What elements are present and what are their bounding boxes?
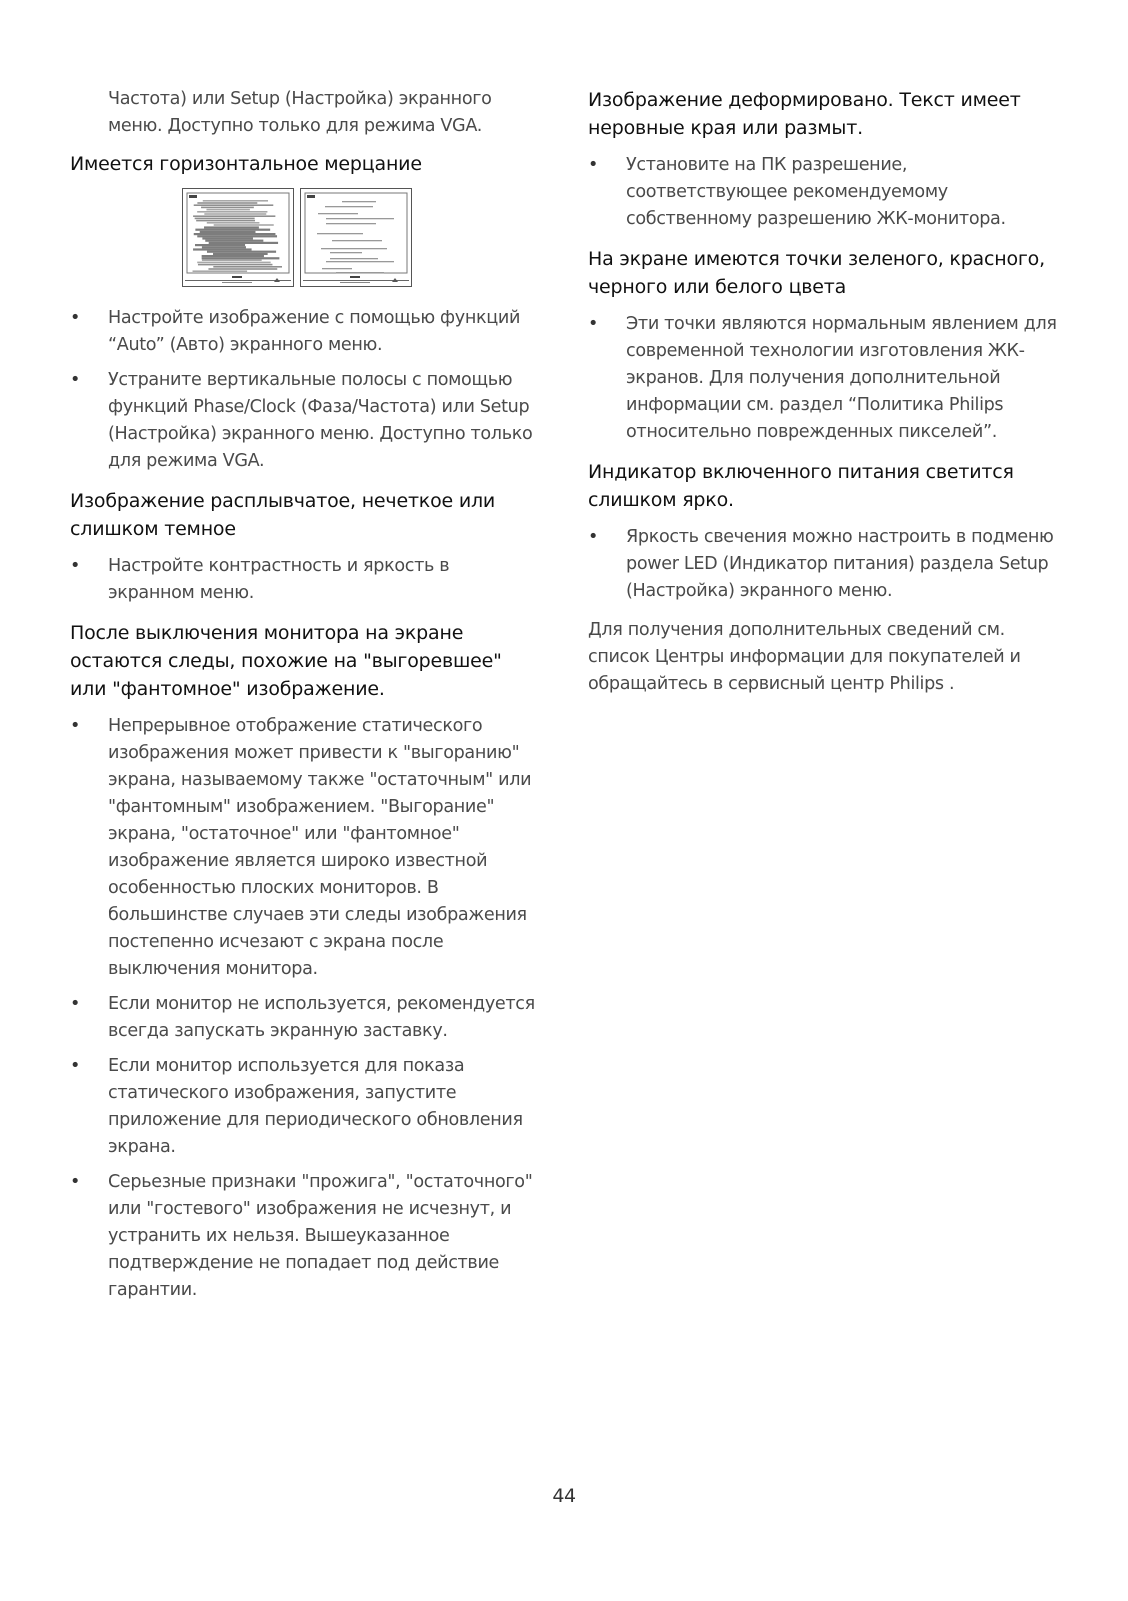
bullet-icon: • [70,1056,81,1076]
flicker-line [195,218,255,220]
flicker-line [202,237,253,239]
list-item: • Настройте контрастность и яркость в экранном меню. [70,553,540,607]
flicker-line [195,229,270,231]
flicker-line [197,262,270,264]
list-item: • Яркость свечения можно настроить в подменю power LED (Индикатор питания) раздела Setup (Настройка) экранного меню. [588,524,1058,605]
flicker-bullets [70,305,540,475]
flicker-line [209,242,278,244]
flicker-line [197,235,277,237]
flicker-line [207,222,260,224]
bullet-icon: • [588,155,599,175]
flicker-line [198,264,272,266]
bullet-icon: • [588,314,599,334]
list-item: • Если монитор используется для показа статического изображения, запустите приложение для периодического обновления экрана. [70,1053,540,1161]
section-heading-pixel-dots: На экране имеются точки зеленого, красного, черного или белого цвета [588,248,1045,298]
section-heading-horizontal-flicker: Имеется горизонтальное мерцание [70,153,422,175]
page-number: 44 [552,1485,576,1507]
left-column [70,86,540,1316]
flicker-line [213,266,282,268]
bullet-icon: • [70,994,81,1014]
distorted-bullets [588,152,1058,233]
flicker-line [202,246,246,248]
flicker-line [201,207,254,209]
bullet-icon: • [70,556,81,576]
section-heading-blurry-image: Изображение расплывчатое, нечеткое или слишком темное [70,490,496,540]
flicker-line [202,257,280,259]
flicker-line [200,231,256,233]
flicker-line [196,220,255,222]
flicker-line [194,233,276,235]
list-item: • Настройте изображение с помощью функций “Auto” (Авто) экранного меню. [70,305,540,359]
flicker-line [197,202,257,204]
flicker-line [207,251,276,253]
bullet-icon: • [70,1172,81,1192]
bullet-icon: • [70,370,81,390]
flicker-line [193,215,275,217]
flicker-line [194,204,274,206]
blurry-bullets [70,553,540,607]
flicker-line [203,200,268,202]
flicker-line [204,213,266,215]
flicker-line [202,255,264,257]
power-led-bullets [588,524,1058,605]
list-item: • Если монитор не используется, рекомендуется всегда запускать экранную заставку. [70,991,540,1045]
list-item: • Устраните вертикальные полосы с помощью функций Phase/Clock (Фаза/Частота) или Setup (Настройка) экранного меню. Доступно только для режима VGA. [70,367,540,475]
flicker-line [213,253,268,255]
monitor-normal-image [300,188,412,287]
flicker-line [202,259,262,261]
flicker-line [197,211,267,213]
flicker-line [205,240,263,242]
right-column [588,86,1058,698]
list-item: • Эти точки являются нормальным явлением для современной технологии изготовления ЖК-экранов. Для получения дополнительной информации см. раздел “Политика Philips относительно поврежденных пикселей”. [588,311,1058,446]
flicker-line [193,248,252,250]
list-item: • Непрерывное отображение статического изображения может привести к "выгоранию" экрана, называемому также "остаточным" или "фантомным" изображением. "Выгорание" экрана, "остаточное" или "фантомное" изображение является широко известной особенностью плоских мониторов. В большинстве случаев эти следы изображения постепенно исчезают с экрана после выключения монитора. [70,713,540,983]
flicker-line [204,226,259,228]
bullet-icon: • [588,527,599,547]
section-heading-power-led: Индикатор включенного питания светится слишком ярко. [588,461,1014,511]
monitor-flicker-image [182,188,294,287]
section-heading-burn-in: После выключения монитора на экране остаются следы, похожие на "выгоревшее" или "фантомное" изображение. [70,622,502,700]
pixel-dots-bullets [588,311,1058,446]
flicker-line [193,270,248,272]
flicker-line [208,268,277,270]
bullet-icon: • [70,308,81,328]
list-item: • Серьезные признаки "прожига", "остаточного" или "гостевого" изображения не исчезнут, и устранить их нельзя. Вышеуказанное подтверждение не попадает под действие гарантии. [70,1169,540,1304]
intro-continuation: Частота) или Setup (Настройка) экранного меню. Доступно только для режима VGA. [108,89,492,136]
section-heading-distorted-image: Изображение деформировано. Текст имеет неровные края или размыт. [588,89,1021,139]
burn-in-bullets [70,713,540,1304]
bullet-icon: • [70,716,81,736]
list-item: • Установите на ПК разрешение, соответствующее рекомендуемому собственному разрешению ЖК-монитора. [588,152,1058,233]
flicker-illustration [182,188,540,287]
flicker-line [195,244,245,246]
flicker-line [214,224,274,226]
closing-note: Для получения дополнительных сведений см. список Центры информации для покупателей и обращайтесь в сервисный центр Philips . [588,620,1021,694]
flicker-line [206,209,249,211]
